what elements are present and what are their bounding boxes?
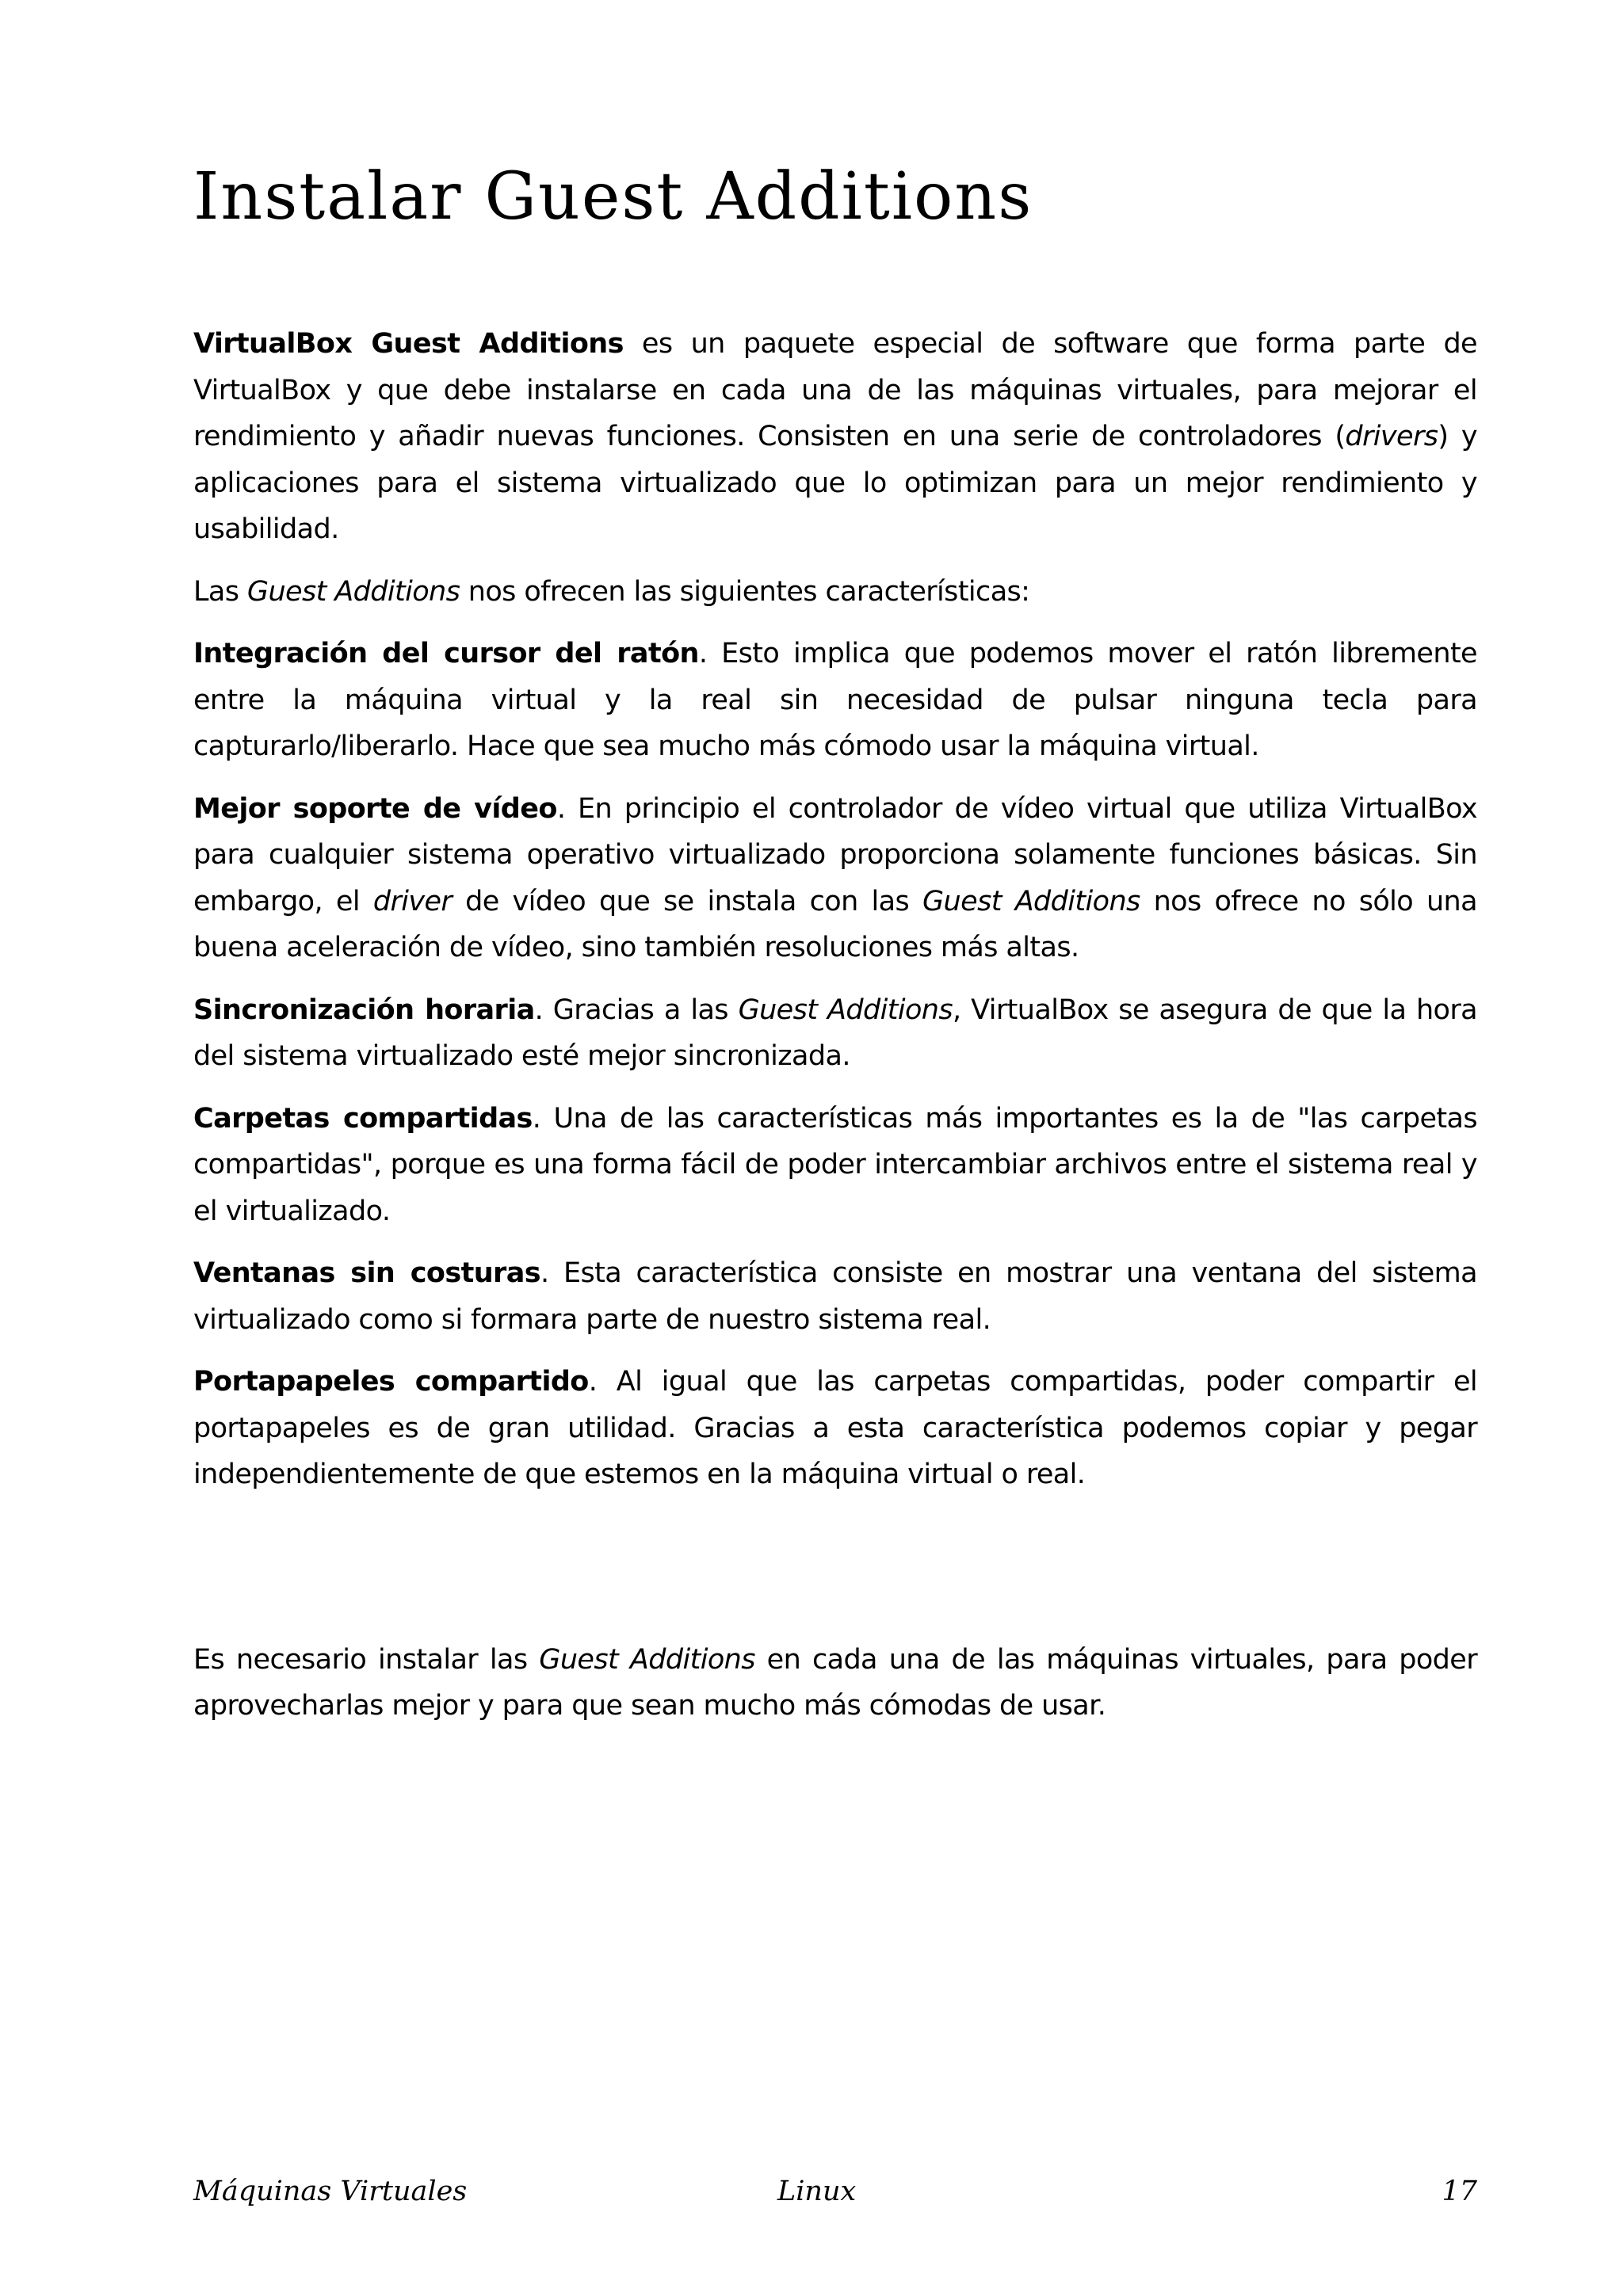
intro-drivers-term: drivers [1345,421,1438,452]
feature-text: , VirtualBox se asegura de que la hora del sistema virtualizado esté mejor sincronizada. [193,994,1477,1072]
intro-term: VirtualBox Guest Additions [193,328,624,360]
footer-book-title: Máquinas Virtuales [193,2176,468,2207]
feature-time-sync [193,987,1477,1080]
page-footer [193,2168,1477,2215]
feature-heading: Mejor soporte de vídeo [193,792,557,825]
feature-italic-term: driver [372,885,453,917]
feature-heading: Portapapeles compartido [193,1366,589,1398]
feature-text: . Esto implica que podemos mover el ratón libremente entre la máquina virtual y la real sin necesidad de pulsar ninguna tecla para capturarlo/liberarlo. Hace que sea mucho más cómodo usar la máquina virtual. [193,638,1477,762]
feature-shared-folders [193,1096,1477,1235]
feature-text: de vídeo que se instala con las [452,885,923,917]
feature-shared-clipboard [193,1359,1477,1498]
intro-text-end: ) y aplicaciones para el sistema virtualizado que lo optimizan para un mejor rendimiento y usabilidad. [193,421,1477,545]
feature-text: nos ofrece no sólo una buena aceleración de vídeo, sino también resoluciones más altas. [193,885,1477,963]
feature-italic-term: Guest Additions [738,994,953,1026]
feature-text: . Esta característica consiste en mostrar una ventana del sistema virtualizado como si formara parte de nuestro sistema real. [193,1257,1478,1336]
page-title: Instalar Guest Additions [193,159,1033,235]
features-intro-term: Guest Additions [246,575,460,608]
feature-seamless-windows [193,1250,1477,1343]
features-intro-text: Las [193,575,247,608]
feature-text: . En principio el controlador de vídeo virtual que utiliza VirtualBox para cualquier sistema operativo virtualizado proporciona solamente funciones básicas. Sin embargo, el [193,792,1478,917]
footer-chapter: Linux [777,2176,857,2207]
features-intro-paragraph [193,569,1477,616]
page-body [193,321,1477,1745]
feature-text: . Una de las características más importantes es la de "las carpetas compartidas", porque es una forma fácil de poder intercambiar archivos entre el sistema real y el virtualizado. [193,1102,1477,1227]
features-intro-text-end: nos ofrecen las siguientes características: [460,575,1030,608]
feature-text: . Al igual que las carpetas compartidas, poder compartir el portapapeles es de gran utilidad. Gracias a esta característica podemos copiar y pegar independientemente de que estemos en la máquina virtual o real. [193,1366,1478,1490]
feature-heading: Ventanas sin costuras [193,1257,540,1289]
intro-paragraph [193,321,1477,553]
feature-mouse-integration [193,631,1477,770]
feature-heading: Carpetas compartidas [193,1102,533,1135]
intro-text: es un paquete especial de software que forma parte de VirtualBox y que debe instalarse en cada una de las máquinas virtuales, para mejorar el rendimiento y añadir nuevas funciones. Consisten en una serie de controladores ( [193,328,1477,452]
closing-text: Es necesario instalar las [193,1643,540,1676]
page-number: 17 [1442,2176,1477,2207]
feature-text: . Gracias a las [534,994,739,1026]
closing-italic-term: Guest Additions [539,1643,755,1676]
feature-heading: Integración del cursor del ratón [193,638,699,669]
feature-italic-term: Guest Additions [922,885,1140,917]
feature-heading: Sincronización horaria [193,994,535,1026]
feature-video-support [193,786,1477,971]
closing-text-end: en cada una de las máquinas virtuales, para poder aprovecharlas mejor y para que sean mucho más cómodas de usar. [193,1643,1477,1722]
closing-paragraph [193,1637,1477,1730]
